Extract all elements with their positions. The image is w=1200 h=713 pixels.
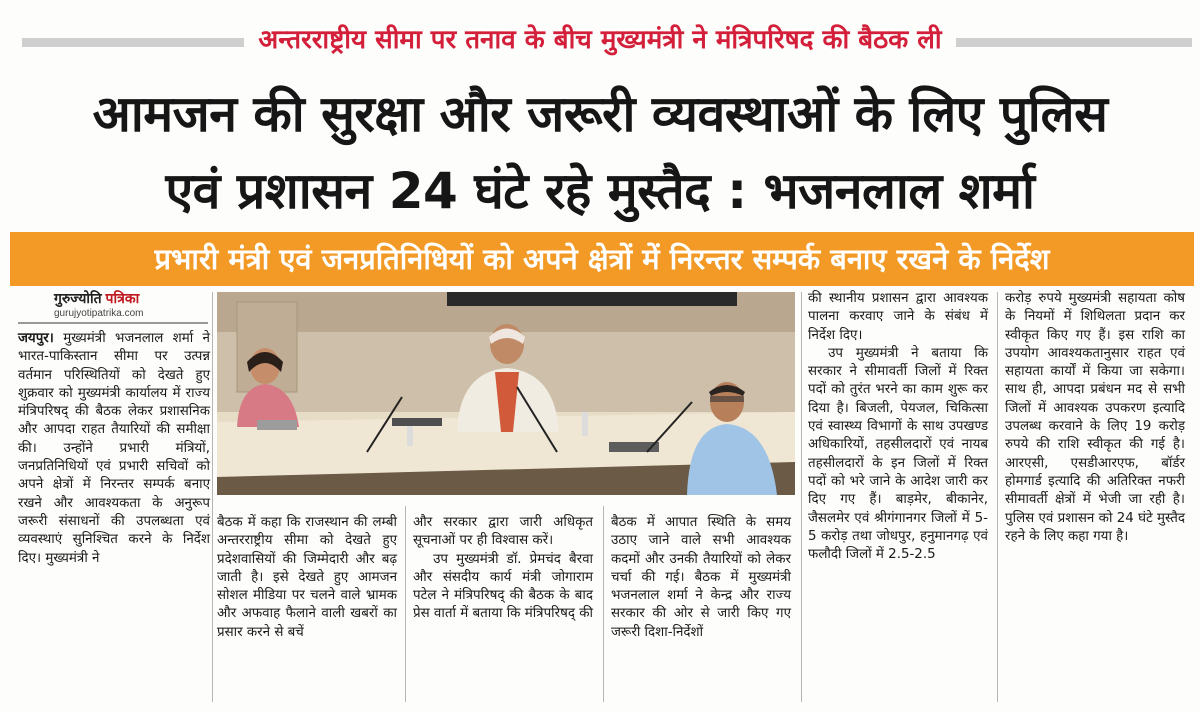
column-5-text-b: उप मुख्यमंत्री ने बताया कि सरकार ने सीमावर्ती जिलों में रिक्त पदों को तुरंत भरने का काम शुरू कर दिया है। बिजली, पेयजल, चिकित्सा एवं स्वास्थ्य विभागों के साथ उपखण्ड अधिकारियों, तहसीलदारों एवं नायब तहसीलदारों के इन जिलों में रिक्त पदों को भरे जाने के आदेश जारी कर दिए गए हैं। बाड़मेर, बीकानेर, जैसलमेर एवं श्रीगंगानगर जिलों में 5-5 करोड़ तथा जोधपुर, हनुमानगढ़ एवं फलौदी जिलों में 2.5-2.5 bbox=[808, 345, 988, 563]
subhead-text: प्रभारी मंत्री एवं जनप्रतिनिधियों को अपने क्षेत्रों में निरन्तर सम्पर्क बनाए रखने के निर्देश bbox=[154, 242, 1050, 276]
column-rule bbox=[801, 292, 802, 702]
subhead-banner bbox=[10, 232, 1194, 286]
article-column-1 bbox=[18, 330, 210, 568]
brand-block bbox=[54, 290, 143, 321]
column-1-text: मुख्यमंत्री भजनलाल शर्मा ने भारत-पाकिस्तान सीमा पर उत्पन्न वर्तमान परिस्थितियों को देखते हुए शुक्रवार को मुख्यमंत्री कार्यालय में राज्य मंत्रिपरिषद् की बैठक लेकर प्रशासनिक और आपदा राहत तैयारियों की समीक्षा की। उन्होंने प्रभारी मंत्रियों, जनप्रतिनिधियों एवं प्रभारी सचिवों को अपने क्षेत्रों में निरन्तर सम्पर्क बनाए रखने और आवश्यकता के अनुरूप जरूरी संसाधनों की उपलब्धता एवं व्यवस्थाएं सुनिश्चित करने के निर्देश दिए। मुख्यमंत्री ने bbox=[18, 331, 210, 566]
brand-divider bbox=[18, 322, 208, 324]
article-column-6 bbox=[1005, 290, 1185, 546]
headline-line-1: आमजन की सुरक्षा और जरूरी व्यवस्थाओं के लिए पुलिस bbox=[92, 85, 1108, 143]
column-rule bbox=[212, 292, 213, 702]
column-rule bbox=[405, 506, 406, 702]
column-rule bbox=[603, 506, 604, 702]
meeting-photo bbox=[217, 292, 795, 495]
column-rule bbox=[997, 292, 998, 702]
column-3-text-a: और सरकार द्वारा जारी अधिकृत सूचनाओं पर ही विश्वास करें। bbox=[413, 515, 593, 549]
brand-name: गुरुज्योति bbox=[54, 290, 102, 306]
article-column-4 bbox=[611, 514, 791, 642]
brand-patrika: पत्रिका bbox=[105, 290, 140, 306]
meeting-photo-illustration bbox=[217, 292, 795, 495]
kicker-line bbox=[0, 20, 1200, 60]
column-6-text: करोड़ रुपये मुख्यमंत्री सहायता कोष के नियमों में शिथिलता प्रदान कर स्वीकृत किए गए हैं। इस राशि का उपयोग आवश्यकतानुसार राहत एवं सहायता कार्यों में किया जा सकेगा। साथ ही, आपदा प्रबंधन मद से सभी जिलों में आवश्यक उपकरण इत्यादि उपलब्ध करवाने के लिए 19 करोड़ रुपये की राशि स्वीकृत की गई है। आरएसी, एसडीआरएफ, बॉर्डर होमगार्ड इत्यादि की अतिरिक्त नफरी सीमावर्ती क्षेत्रों में भेजी जा रही है। पुलिस एवं प्रशासन को 24 घंटे मुस्तैद रहने के लिए कहा गया है। bbox=[1005, 291, 1185, 544]
column-2-text: बैठक में कहा कि राजस्थान की लम्बी अन्तरराष्ट्रीय सीमा को देखते हुए प्रदेशवासियों की जिम्मेदारी और बढ़ जाती है। इसे देखते हुए आमजन सोशल मीडिया पर चलने वाले भ्रामक और अफवाह फैलाने वाली खबरों का प्रसार करने से बचें bbox=[217, 515, 397, 640]
column-5-text-a: की स्थानीय प्रशासन द्वारा आवश्यक पालना करवाए जाने के संबंध में निर्देश दिए। bbox=[808, 291, 988, 343]
brand-url: gurujyotipatrika.com bbox=[54, 308, 144, 319]
article-column-2 bbox=[217, 514, 397, 642]
column-4-text: बैठक में आपात स्थिति के समय उठाए जाने वाले सभी आवश्यक कदमों और उनकी तैयारियों को लेकर चर्चा की गई। बैठक में मुख्यमंत्री भजनलाल शर्मा ने केन्द्र और राज्य सरकार की ओर से जारी किए गए जरूरी दिशा-निर्देशों bbox=[611, 515, 791, 640]
kicker-text: अन्तरराष्ट्रीय सीमा पर तनाव के बीच मुख्यमंत्री ने मंत्रिपरिषद की बैठक ली bbox=[244, 25, 955, 55]
dateline: जयपुर। bbox=[18, 331, 54, 346]
brand-title bbox=[54, 290, 143, 307]
article-column-5 bbox=[808, 290, 988, 564]
headline-line-2: एवं प्रशासन 24 घंटे रहे मुस्तैद : भजनलाल शर्मा bbox=[165, 162, 1035, 220]
article-column-3 bbox=[413, 514, 593, 624]
column-3-text-b: उप मुख्यमंत्री डॉ. प्रेमचंद बैरवा और संसदीय कार्य मंत्री जोगाराम पटेल ने मंत्रिपरिषद् की बैठक के बाद प्रेस वार्ता में बताया कि मंत्रिपरिषद् की bbox=[413, 551, 593, 622]
main-headline bbox=[10, 76, 1190, 230]
